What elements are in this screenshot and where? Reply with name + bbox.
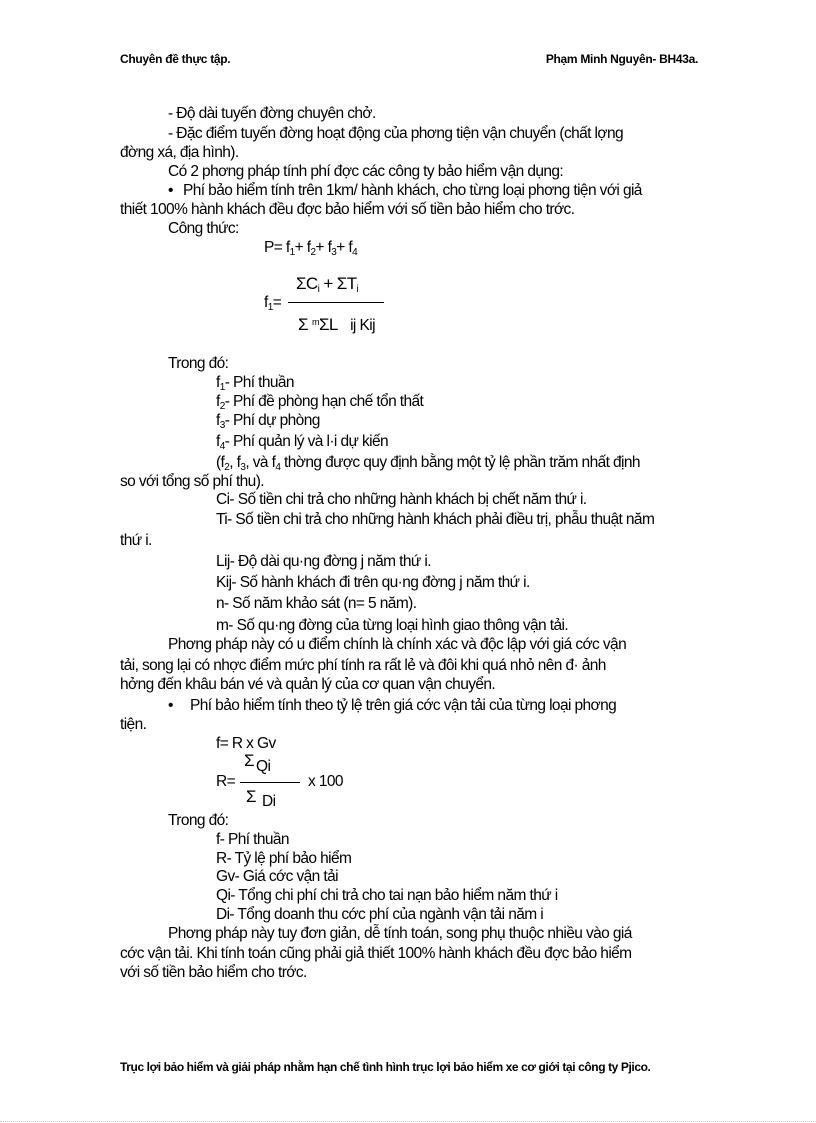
text-line: thứ i. (120, 532, 152, 549)
text-line: đờng xá, địa hình). (120, 144, 239, 161)
text-line: so với tổng số phí thu). (120, 473, 264, 490)
text-line: $f_2-$ Phí đề phòng hạn chế tổn thất (216, 393, 424, 412)
page-edge-divider (0, 1121, 816, 1122)
text-line: Phí bảo hiểm tính trên 1km/ hành khách, cho từng loại phơng tiện với giả (183, 182, 642, 199)
formula-r-numerator: Qi (256, 758, 271, 775)
text-line: ($f_2$, $f_3$, và $f_4$ thờng được quy định bằng một tỷ lệ phần trăm nhất định (216, 454, 640, 473)
text-line: Ci- Số tiền chi trả cho những hành khách bị chết năm thứ i. (216, 491, 587, 508)
text-line: Phơng pháp này tuy đơn giản, dễ tính toán, song phụ thuộc nhiều vào giá (168, 925, 632, 942)
text-line: Phí bảo hiểm tính theo tỷ lệ trên giá cớc vận tải của từng loại phơng (190, 697, 617, 714)
header-right: Phạm Minh Nguyên- BH43a. (545, 52, 698, 66)
text-line: Công thức: (168, 220, 239, 237)
formula-r-label: R= (216, 773, 236, 790)
text-line: Phơng pháp này có u điểm chính là chính xác và độc lập với giá cớc vận (168, 636, 627, 653)
text-line: Trong đó: (168, 812, 229, 829)
formula-f: f= R x Gv (216, 735, 276, 752)
text-line: - Độ dài tuyến đờng chuyên chở. (168, 105, 376, 122)
text-line: Di- Tổng doanh thu cớc phí của ngành vận tải năm i (216, 906, 544, 923)
text-line: thiết 100% hành khách đều đợc bảo hiểm với số tiền bảo hiểm cho trớc. (120, 201, 575, 218)
sigma-symbol: Σ (244, 751, 254, 770)
text-line: $f_1-$ Phí thuần (216, 374, 294, 393)
text-line: Có 2 phơng pháp tính phí đợc các công ty bảo hiểm vận dụng: (168, 163, 564, 180)
formula-f1-numerator: $\Sigma C_i + \Sigma T_i$ (296, 274, 359, 295)
fraction-bar (288, 302, 384, 303)
text-line: hởng đến khâu bán vé và quản lý của cơ quan vận chuyển. (120, 676, 496, 693)
text-line: Gv- Giá cớc vận tải (216, 868, 338, 885)
formula-p: $P= f_1+ f_2+ f_3+ f_4$ (264, 239, 358, 258)
text-line: tải, song lại có nhợc điểm mức phí tính ra rất lẻ và đôi khi quá nhỏ nên đ· ảnh (120, 657, 606, 674)
text-line: f- Phí thuần (216, 831, 289, 848)
text-line: R- Tỷ lệ phí bảo hiểm (216, 850, 352, 867)
text-line: m- Số qu·ng đờng của từng loại hình giao thông vận tải. (216, 617, 569, 634)
fraction-bar (240, 782, 300, 783)
text-line: - Đặc điểm tuyến đờng hoạt động của phơng tiện vận chuyển (chất lợng (168, 125, 624, 142)
bullet: • (168, 182, 173, 199)
text-line: với số tiền bảo hiểm cho trớc. (120, 964, 307, 981)
formula-f1-denominator: Σ $^m$ΣL ij Kij (298, 315, 375, 334)
text-line: $f_4-$ Phí quản lý và l·i dự kiến (216, 433, 388, 452)
formula-f1-label: $f_1=$ (264, 294, 282, 313)
text-line: tiện. (120, 716, 147, 733)
formula-r-denominator: Di (262, 793, 276, 810)
text-line: Ti- Số tiền chi trả cho những hành khách phải điều trị, phẫu thuật năm (216, 511, 655, 528)
text-line: Trong đó: (168, 355, 229, 372)
text-line: cớc vận tải. Khi tính toán cũng phải giả thiết 100% hành khách đều đợc bảo hiểm (120, 945, 632, 962)
formula-r-times: x 100 (308, 773, 343, 790)
text-line: Kij- Số hành khách đi trên qu·ng đờng j năm thứ i. (216, 574, 530, 591)
text-line: Lij- Độ dài qu·ng đờng j năm thứ i. (216, 553, 431, 570)
header-left: Chuyên đề thực tập. (120, 52, 231, 66)
text-line: n- Số năm khảo sát (n= 5 năm). (216, 595, 417, 612)
bullet: • (168, 697, 173, 714)
sigma-symbol: Σ (246, 787, 256, 806)
text-line: Qi- Tổng chi phí chi trả cho tai nạn bảo hiểm năm thứ i (216, 887, 558, 904)
text-line: $f_3-$ Phí dự phòng (216, 412, 320, 431)
footer: Trục lợi bảo hiểm và giải pháp nhằm hạn chế tình hình trục lợi bảo hiểm xe cơ giới tại công ty Pjico. (120, 1060, 651, 1074)
